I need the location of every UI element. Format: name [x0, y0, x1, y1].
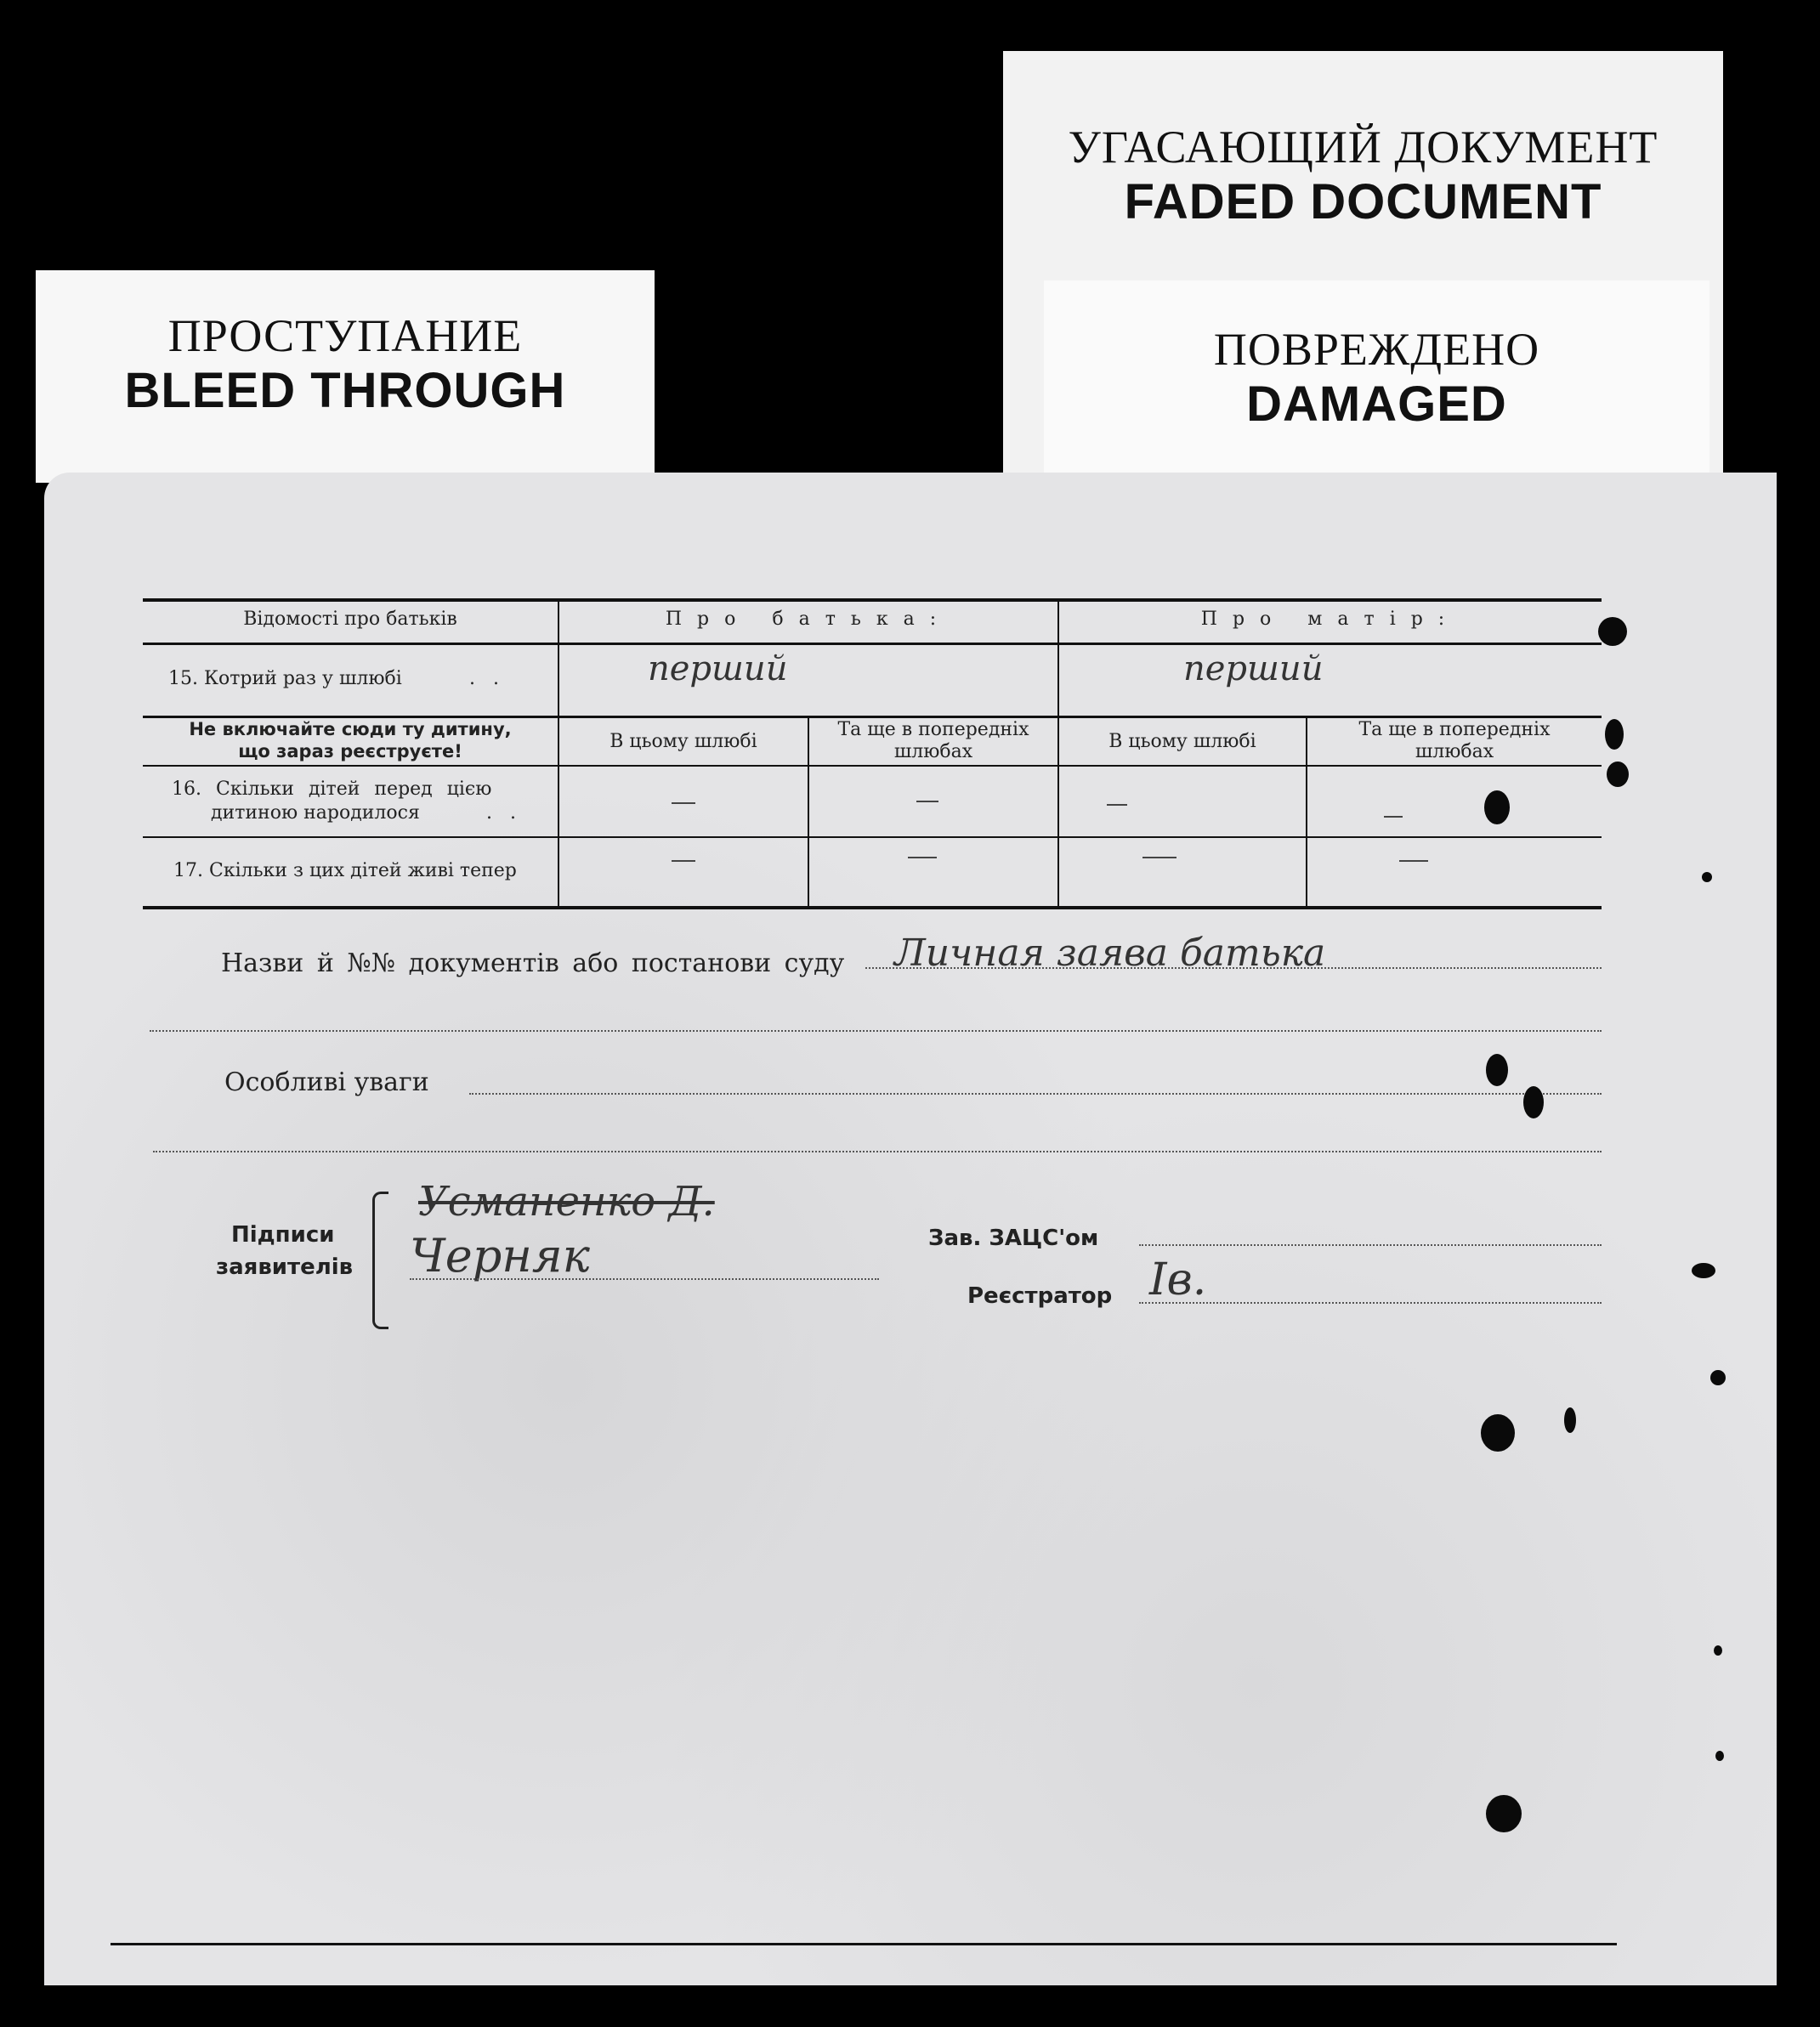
signature-brace — [372, 1192, 388, 1329]
table-rule — [143, 765, 1602, 767]
note-line-1: Не включайте сюди ту дитину, — [189, 719, 512, 739]
row15-label: 15. Котрий раз у шлюбі — [168, 668, 402, 689]
row15-father-value: перший — [648, 649, 788, 688]
row17-mother-this-value — [1142, 857, 1176, 858]
damage-hole — [1692, 1263, 1715, 1278]
father-col-prev-2: шлюбах — [893, 741, 973, 762]
documents-label: Назви й №№ документів або постанови суду — [221, 948, 845, 978]
remarks-line-2 — [153, 1151, 1602, 1152]
documents-line — [865, 967, 1602, 969]
remarks-line — [469, 1093, 1602, 1095]
head-of-registry-line — [1139, 1244, 1602, 1246]
father-col-prev-1: Та ще в попередніх — [837, 719, 1029, 740]
damage-hole — [1564, 1407, 1576, 1433]
table-rule — [143, 836, 1602, 838]
damage-hole — [1607, 762, 1629, 787]
faded-document-ru: УГАСАЮЩИЙ ДОКУМЕНТ — [1068, 122, 1658, 173]
documents-line-2 — [150, 1030, 1602, 1032]
damage-hole — [1714, 1645, 1722, 1656]
row16-line-1: 16. Скільки дітей перед цією — [172, 779, 492, 800]
signature-line — [410, 1278, 879, 1280]
document-sheet — [44, 473, 1777, 1985]
row16-father-prev-value — [916, 801, 938, 802]
signatures-label-1: Підписи — [231, 1222, 335, 1248]
remarks-label: Особливі уваги — [224, 1067, 429, 1097]
damage-hole — [1523, 1086, 1544, 1118]
damaged-en: DAMAGED — [1246, 377, 1507, 432]
mother-col-this-marriage: В цьому шлюбі — [1108, 731, 1256, 752]
row16-mother-prev-value — [1384, 816, 1403, 818]
mother-col-prev-2: шлюбах — [1415, 741, 1494, 762]
table-rule — [143, 716, 1602, 718]
damage-hole — [1598, 617, 1627, 646]
damage-hole — [1715, 1751, 1724, 1761]
header-father: Про батька: — [665, 609, 952, 630]
damage-hole — [1481, 1414, 1515, 1452]
header-mother: Про матір: — [1200, 609, 1460, 630]
row17-father-prev-value — [908, 857, 937, 858]
damage-hole — [1605, 719, 1624, 750]
header-parents-info: Відомості про батьків — [243, 609, 457, 630]
leader-dots: . . — [469, 668, 499, 689]
mother-col-prev-1: Та ще в попередніх — [1358, 719, 1551, 740]
damaged-ru: ПОВРЕЖДЕНО — [1213, 324, 1540, 375]
applicant-signature-2: Черняк — [410, 1229, 590, 1282]
father-col-this-marriage: В цьому шлюбі — [610, 731, 757, 752]
bottom-rule — [111, 1943, 1617, 1945]
table-column-rule — [558, 598, 559, 908]
row16-mother-this-value — [1107, 804, 1127, 806]
table-column-rule — [1057, 598, 1059, 908]
table-top-rule — [143, 598, 1602, 602]
damage-hole — [1486, 1795, 1522, 1832]
damage-hole — [1484, 790, 1510, 824]
table-rule — [143, 643, 1602, 645]
applicant-signature-1: Усманенко Д. — [418, 1178, 715, 1226]
row17-father-this-value — [672, 860, 695, 862]
registrar-line — [1139, 1302, 1602, 1304]
leader-dots: . . — [486, 802, 516, 824]
damage-hole — [1710, 1370, 1726, 1385]
row16-father-this-value — [672, 802, 695, 804]
damage-hole — [1702, 872, 1712, 882]
row16-line-2: дитиною народилося — [211, 802, 420, 824]
row17-mother-prev-value — [1399, 860, 1428, 862]
bleed-through-label — [36, 270, 655, 483]
head-of-registry-label: Зав. ЗАЦС'ом — [928, 1226, 1099, 1251]
table-bottom-rule — [143, 906, 1602, 909]
note-line-2: що зараз реєструєте! — [238, 741, 462, 762]
documents-value: Личная заява батька — [894, 931, 1326, 975]
registrar-label: Реєстратор — [967, 1283, 1113, 1309]
damage-hole — [1486, 1054, 1508, 1086]
bleed-through-en: BLEED THROUGH — [124, 363, 566, 418]
bleed-through-ru: ПРОСТУПАНИЕ — [167, 310, 523, 361]
signatures-label-2: заявителів — [216, 1254, 354, 1280]
row15-mother-value: перший — [1183, 649, 1324, 688]
damaged-label — [1044, 280, 1709, 493]
faded-document-en: FADED DOCUMENT — [1124, 174, 1602, 229]
row17-label: 17. Скільки з цих дітей живі тепер — [173, 860, 517, 881]
registrar-signature: Ів. — [1149, 1254, 1207, 1305]
